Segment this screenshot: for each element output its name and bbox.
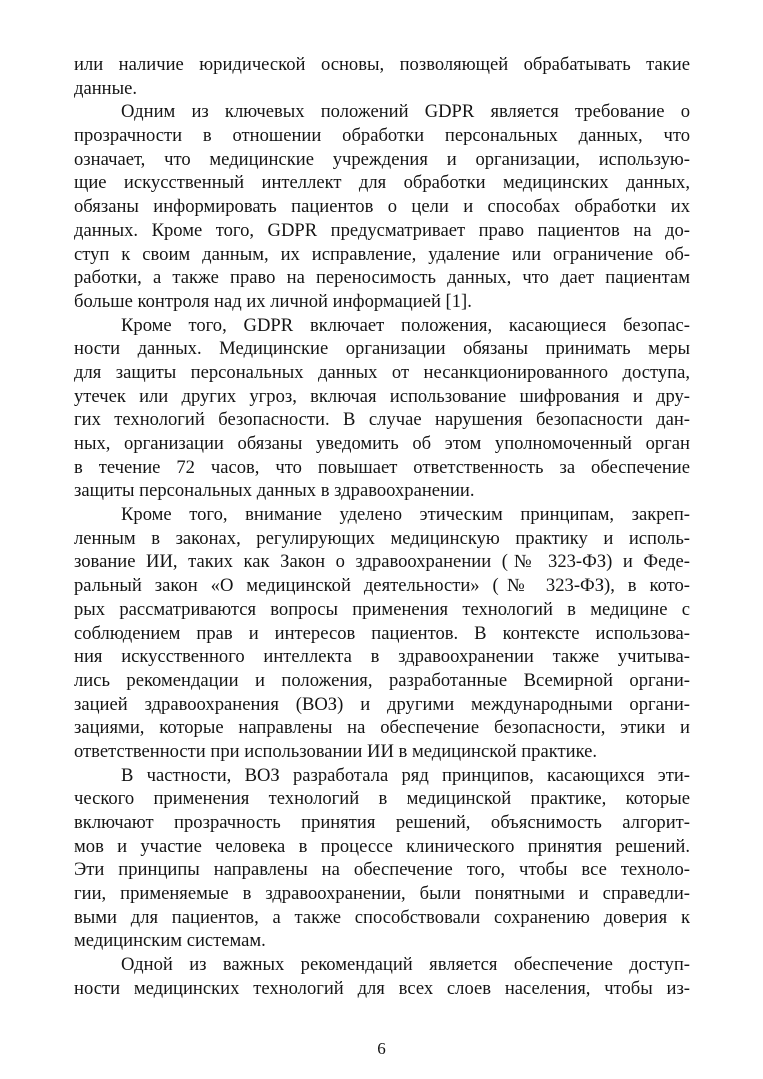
text-line: или наличие юридической основы, позволяющей обрабатывать такие — [74, 54, 690, 75]
text-line: Эти принципы направлены на обеспечение того, чтобы все техноло- — [74, 859, 690, 881]
text-line: ральный закон «О медицинской деятельности» (№ 323-ФЗ), в кото- — [74, 575, 690, 597]
text-line: ности данных. Медицинские организации обязаны принимать меры — [74, 338, 690, 360]
text-line: данных. Кроме того, GDPR предусматривает право пациентов на до- — [74, 219, 690, 241]
text-line: данные. — [74, 77, 138, 99]
text-line: Кроме того, GDPR включает положения, касающиеся безопас- — [121, 314, 690, 336]
text-line: Одной из важных рекомендаций является обеспечение доступ- — [121, 954, 690, 976]
text-line: щие искусственный интеллект для обработки медицинских данных, — [74, 172, 690, 194]
body-text — [74, 53, 690, 1001]
text-line: выми для пациентов, а также способствовали сохранению доверия к — [74, 906, 690, 928]
text-line: ленным в законах, регулирующих медицинскую практику и исполь- — [74, 527, 690, 549]
text-line: зацией здравоохранения (ВОЗ) и другими международными органи- — [74, 693, 690, 715]
text-line: включают прозрачность принятия решений, объяснимость алгорит- — [74, 812, 690, 833]
text-line: обязаны информировать пациентов о цели и способах обработки их — [74, 196, 690, 218]
text-line: ных, организации обязаны уведомить об этом уполномоченный орган — [74, 433, 690, 454]
text-line: гих технологий безопасности. В случае нарушения безопасности дан- — [74, 409, 690, 431]
paragraph-ethics-laws — [74, 503, 690, 764]
paragraph-gdpr-transparency — [74, 100, 690, 313]
text-line: для защиты персональных данных от несанкционированного доступа, — [74, 361, 690, 383]
text-line: ответственности при использовании ИИ в медицинской практике. — [74, 740, 598, 762]
text-line: утечек или других угроз, включая использование шифрования и дру- — [74, 385, 690, 407]
text-line: ния искусственного интеллекта в здравоохранении также учитыва- — [74, 646, 690, 668]
text-line: рых рассматриваются вопросы применения технологий в медицине с — [74, 598, 690, 620]
text-line: ступ к своим данным, их исправление, удаление или ограничение об- — [74, 243, 690, 265]
text-line: больше контроля над их личной информацией [1]. — [74, 290, 472, 312]
text-line: ности медицинских технологий для всех слоев населения, чтобы из- — [74, 977, 690, 999]
paragraph-continuation — [74, 53, 690, 100]
text-line: мов и участие человека в процессе клинического принятия решений. — [74, 835, 690, 857]
text-line: ческого применения технологий в медицинской практике, которые — [74, 788, 690, 810]
text-line: зование ИИ, таких как Закон о здравоохранении (№ 323-ФЗ) и Феде- — [74, 551, 690, 573]
text-line: Одним из ключевых положений GDPR является требование о — [121, 101, 690, 123]
text-line: работки, а также право на переносимость данных, что дает пациентам — [74, 267, 690, 289]
text-line: зациями, которые направлены на обеспечение безопасности, этики и — [74, 717, 690, 739]
text-line: означает, что медицинские учреждения и организации, использую- — [74, 148, 690, 170]
paragraph-accessibility — [74, 953, 690, 1000]
text-line: защиты персональных данных в здравоохранении. — [74, 480, 475, 502]
text-line: гии, применяемые в здравоохранении, были понятными и справедли- — [74, 883, 690, 905]
text-line: прозрачности в отношении обработки персональных данных, что — [74, 125, 690, 147]
text-line: медицинским системам. — [74, 930, 266, 952]
text-line: В частности, ВОЗ разработала ряд принципов, касающихся эти- — [121, 764, 690, 786]
text-line: соблюдением прав и интересов пациентов. В контексте использова- — [74, 622, 690, 644]
paragraph-gdpr-security — [74, 314, 690, 504]
text-line: в течение 72 часов, что повышает ответственность за обеспечение — [74, 456, 690, 478]
text-line: Кроме того, внимание уделено этическим принципам, закреп- — [121, 504, 690, 526]
paragraph-who-principles — [74, 764, 690, 954]
page-number: 6 — [377, 1039, 386, 1058]
text-line: лись рекомендации и положения, разработанные Всемирной органи- — [74, 669, 690, 691]
